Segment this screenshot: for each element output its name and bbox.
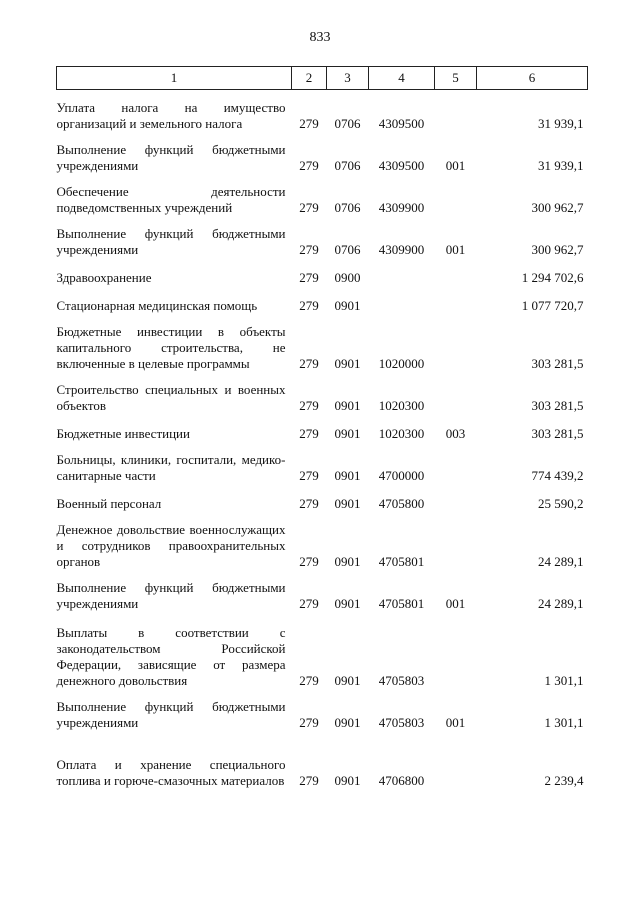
table-row [57, 314, 588, 372]
row-col3: 0901 [334, 673, 361, 688]
table-row [57, 286, 588, 314]
row-col3: 0901 [334, 596, 361, 611]
row-col5: 001 [445, 596, 466, 611]
row-col4: 4309500 [378, 158, 425, 173]
table-row [57, 258, 588, 286]
row-col5 [435, 286, 477, 314]
row-col4: 4309500 [378, 116, 425, 131]
budget-table [56, 66, 588, 789]
table-header [57, 67, 588, 90]
row-col5 [435, 314, 477, 372]
row-name: Здравоохранение [56, 270, 152, 285]
row-col4: 4706800 [378, 773, 425, 788]
row-col2: 279 [299, 242, 319, 257]
row-col3: 0901 [334, 398, 361, 413]
row-col4: 1020000 [378, 356, 425, 371]
row-name: Обеспечение деятельности подведомственных учреждений [56, 184, 286, 215]
row-amount: 1 301,1 [544, 673, 584, 688]
row-col2: 279 [299, 356, 319, 371]
row-name: Строительство специальных и военных объектов [56, 382, 286, 413]
table-row [57, 570, 588, 612]
row-col5 [435, 512, 477, 570]
row-name: Выполнение функций бюджетными учреждениями [56, 580, 286, 611]
row-col2: 279 [299, 200, 319, 215]
row-name: Бюджетные инвестиции [56, 426, 190, 441]
row-col3: 0706 [334, 116, 361, 131]
column-header-6: 6 [477, 67, 588, 90]
row-col4: 4309900 [378, 200, 425, 215]
row-amount: 300 962,7 [531, 242, 584, 257]
row-col2: 279 [299, 596, 319, 611]
table-row [57, 414, 588, 442]
row-col3: 0901 [334, 715, 361, 730]
row-amount: 25 590,2 [538, 496, 584, 511]
row-amount: 1 077 720,7 [521, 298, 584, 313]
row-name: Выплаты в соответствии с законодательством Российской Федерации, зависящие от размера денежного довольствия [56, 625, 286, 688]
row-col3: 0900 [334, 270, 361, 285]
table-row [57, 174, 588, 216]
table-row [57, 132, 588, 174]
row-col4 [369, 286, 435, 314]
row-col2: 279 [299, 496, 319, 511]
row-name: Уплата налога на имущество организаций и земельного налога [56, 100, 286, 131]
row-col3: 0901 [334, 773, 361, 788]
row-name: Выполнение функций бюджетными учреждениями [56, 699, 286, 730]
row-amount: 31 939,1 [538, 116, 584, 131]
row-col3: 0901 [334, 298, 361, 313]
column-header-5: 5 [435, 67, 477, 90]
row-amount: 31 939,1 [538, 158, 584, 173]
table-row [57, 512, 588, 570]
page-number: 833 [309, 30, 331, 45]
row-col3: 0901 [334, 426, 361, 441]
row-amount: 774 439,2 [531, 468, 584, 483]
table-row [57, 689, 588, 731]
row-col5 [435, 731, 477, 789]
row-name: Военный персонал [56, 496, 162, 511]
table-row [57, 612, 588, 689]
row-col2: 279 [299, 673, 319, 688]
row-col4: 1020300 [378, 398, 425, 413]
row-name: Стационарная медицинская помощь [56, 298, 258, 313]
row-col3: 0901 [334, 554, 361, 569]
row-col3: 0706 [334, 200, 361, 215]
row-amount: 24 289,1 [538, 554, 584, 569]
row-col4: 4705803 [378, 715, 425, 730]
column-header-4: 4 [369, 67, 435, 90]
row-col5 [435, 174, 477, 216]
row-col4: 4705800 [378, 496, 425, 511]
row-amount: 24 289,1 [538, 596, 584, 611]
row-col5 [435, 258, 477, 286]
row-col5: 001 [445, 158, 466, 173]
row-col2: 279 [299, 715, 319, 730]
table-row [57, 484, 588, 512]
row-col2: 279 [299, 398, 319, 413]
row-col3: 0901 [334, 496, 361, 511]
row-col4: 4309900 [378, 242, 425, 257]
row-col4: 4705801 [378, 554, 425, 569]
row-col4: 4700000 [378, 468, 425, 483]
row-col2: 279 [299, 270, 319, 285]
row-col2: 279 [299, 158, 319, 173]
row-col5 [435, 612, 477, 689]
column-header-2: 2 [292, 67, 327, 90]
row-amount: 1 301,1 [544, 715, 584, 730]
row-col5 [435, 484, 477, 512]
row-name: Выполнение функций бюджетными учреждениями [56, 142, 286, 173]
row-amount: 303 281,5 [531, 398, 584, 413]
row-col2: 279 [299, 554, 319, 569]
row-name: Больницы, клиники, госпитали, медико-санитарные части [56, 452, 286, 483]
row-name: Выполнение функций бюджетными учреждениями [56, 226, 286, 257]
row-col2: 279 [299, 468, 319, 483]
row-col4: 4705801 [378, 596, 425, 611]
row-col5 [435, 90, 477, 133]
row-col2: 279 [299, 426, 319, 441]
row-amount: 303 281,5 [531, 426, 584, 441]
row-col2: 279 [299, 116, 319, 131]
row-name: Бюджетные инвестиции в объекты капитального строительства, не включенные в целевые программы [56, 324, 286, 371]
table-row [57, 216, 588, 258]
row-col5: 001 [445, 242, 466, 257]
row-col5: 003 [445, 426, 466, 441]
row-col2: 279 [299, 298, 319, 313]
row-col3: 0706 [334, 242, 361, 257]
row-col3: 0706 [334, 158, 361, 173]
row-name: Оплата и хранение специального топлива и горюче-смазочных материалов [56, 757, 286, 788]
table-body [57, 90, 588, 790]
column-header-3: 3 [327, 67, 369, 90]
row-col4: 1020300 [378, 426, 425, 441]
row-name: Денежное довольствие военнослужащих и сотрудников правоохранительных органов [56, 522, 286, 569]
row-amount: 300 962,7 [531, 200, 584, 215]
row-amount: 303 281,5 [531, 356, 584, 371]
column-header-1: 1 [57, 67, 292, 90]
row-col3: 0901 [334, 468, 361, 483]
table-row [57, 372, 588, 414]
row-amount: 2 239,4 [544, 773, 584, 788]
row-col4: 4705803 [378, 673, 425, 688]
row-col5 [435, 442, 477, 484]
row-amount: 1 294 702,6 [521, 270, 584, 285]
row-col3: 0901 [334, 356, 361, 371]
row-col2: 279 [299, 773, 319, 788]
table-row [57, 442, 588, 484]
row-col4 [369, 258, 435, 286]
row-col5 [435, 372, 477, 414]
table-row [57, 90, 588, 133]
table-row [57, 731, 588, 789]
row-col5: 001 [445, 715, 466, 730]
